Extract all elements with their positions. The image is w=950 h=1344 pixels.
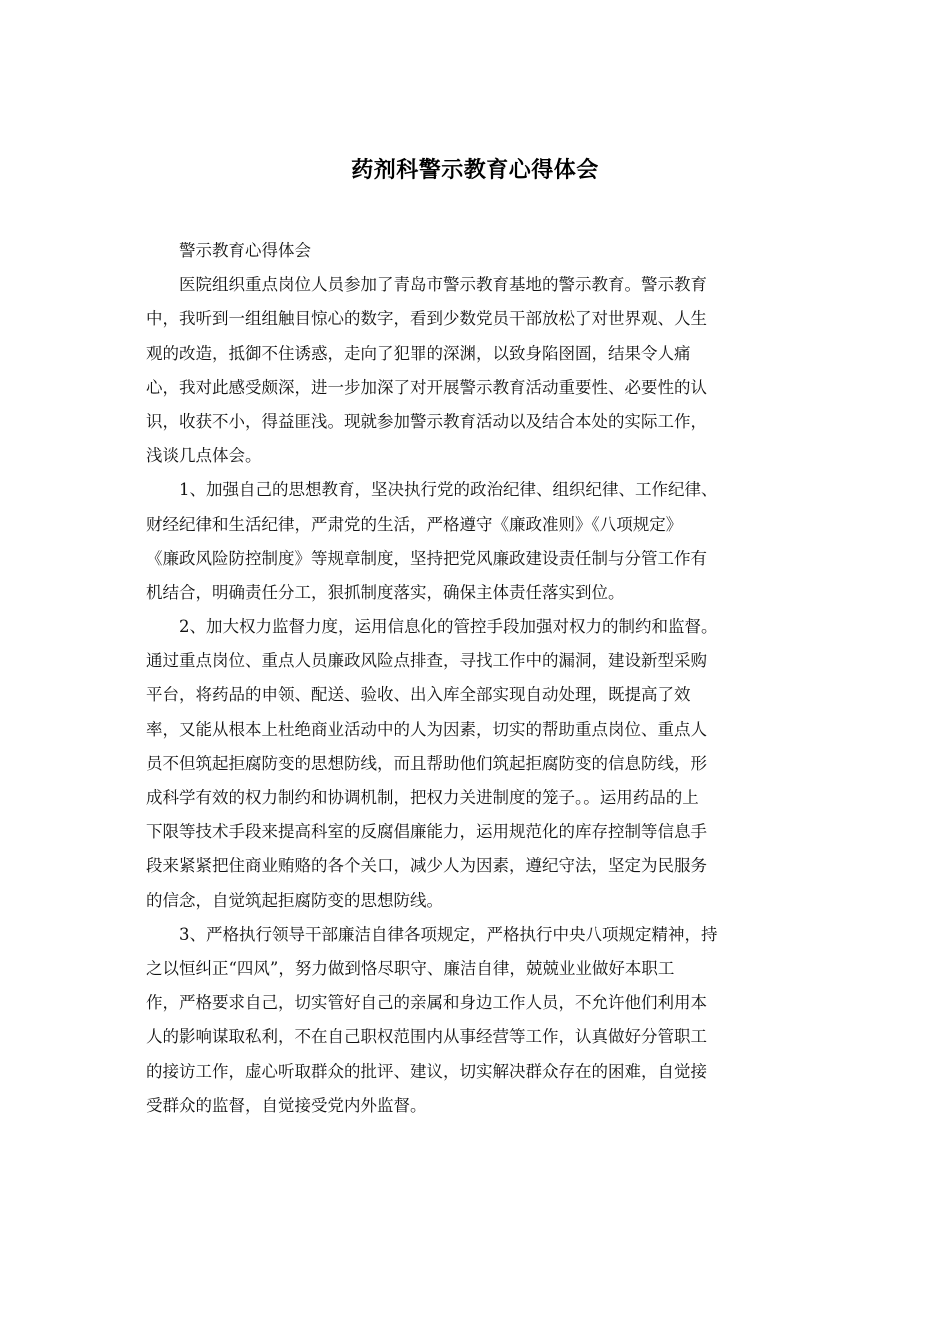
document-title: 药剂科警示教育心得体会 (351, 158, 599, 183)
text-line: 中，我听到一组组触目惊心的数字，看到少数党员干部放松了对世界观、人生 (146, 309, 707, 329)
text-line: 作，严格要求自己，切实管好自己的亲属和身边工作人员，不允许他们利用本 (146, 993, 707, 1013)
text-line: 通过重点岗位、重点人员廉政风险点排查，寻找工作中的漏洞，建设新型采购 (146, 651, 707, 671)
text-line: 的接访工作，虚心听取群众的批评、建议，切实解决群众存在的困难，自觉接 (146, 1061, 707, 1081)
text-line: 人的影响谋取私利，不在自己职权范围内从事经营等工作，认真做好分管职工 (146, 1027, 707, 1047)
text-line: 《廉政风险防控制度》等规章制度，坚持把党风廉政建设责任制与分管工作有 (146, 548, 707, 568)
document-body (146, 234, 806, 1123)
text-line: 员不但筑起拒腐防变的思想防线，而且帮助他们筑起拒腐防变的信息防线，形 (146, 753, 707, 773)
text-line: 心，我对此感受颇深，进一步加深了对开展警示教育活动重要性、必要性的认 (146, 377, 707, 397)
text-line: 识，收获不小，得益匪浅。现就参加警示教育活动以及结合本处的实际工作， (146, 411, 707, 431)
text-line: 1、加强自己的思想教育，坚决执行党的政治纪律、组织纪律、工作纪律、 (179, 480, 718, 500)
text-line: 成科学有效的权力制约和协调机制，把权力关进制度的笼子。。运用药品的上 (146, 788, 699, 807)
text-line: 2、加大权力监督力度，运用信息化的管控手段加强对权力的制约和监督。 (179, 617, 718, 637)
text-line: 下限等技术手段来提高科室的反腐倡廉能力，运用规范化的库存控制等信息手 (146, 822, 707, 842)
text-line: 3、严格执行领导干部廉洁自律各项规定，严格执行中央八项规定精神，持 (179, 924, 718, 944)
text-line: 受群众的监督，自觉接受党内外监督。 (146, 1095, 427, 1115)
text-line: 的信念，自觉筑起拒腐防变的思想防线。 (146, 890, 443, 910)
text-line: 段来紧紧把住商业贿赂的各个关口，减少人为因素，遵纪守法，坚定为民服务 (146, 856, 707, 876)
text-line: 观的改造，抵御不住诱惑，走向了犯罪的深渊，以致身陷囹圄，结果令人痛 (146, 343, 691, 363)
text-line: 平台，将药品的申领、配送、验收、出入库全部实现自动处理，既提高了效 (146, 685, 691, 705)
text-line: 警示教育心得体会 (179, 241, 311, 260)
text-line: 率，又能从根本上杜绝商业活动中的人为因素，切实的帮助重点岗位、重点人 (146, 719, 707, 739)
text-line: 机结合，明确责任分工，狠抓制度落实，确保主体责任落实到位。 (146, 582, 625, 602)
text-line: 浅谈几点体会。 (146, 446, 262, 466)
text-line: 医院组织重点岗位人员参加了青岛市警示教育基地的警示教育。警示教育 (179, 275, 707, 295)
text-line: 财经纪律和生活纪律，严肃党的生活，严格遵守《廉政准则》《八项规定》 (146, 514, 683, 534)
text-line: 之以恒纠正“四风”，努力做到恪尽职守、廉洁自律，兢兢业业做好本职工 (146, 958, 675, 978)
